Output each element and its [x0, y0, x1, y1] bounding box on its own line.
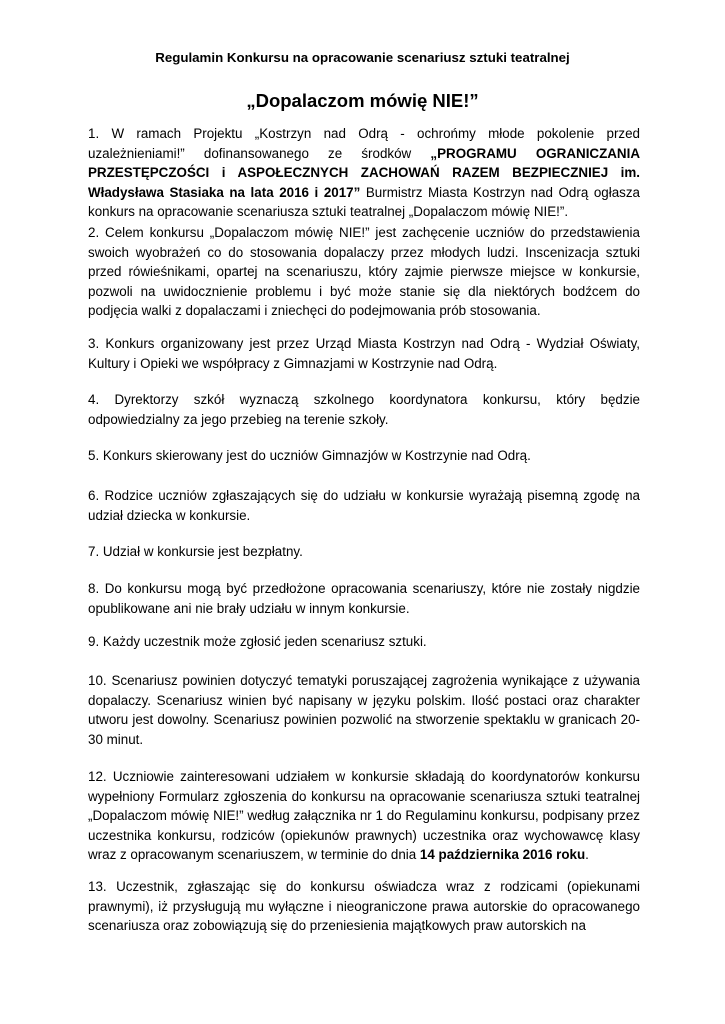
paragraph-12	[88, 767, 640, 865]
paragraph-1	[88, 124, 640, 222]
paragraph-1-rest: Burmistrz Miasta Kostrzyn nad Odrą ogłasza konkurs na opracowanie scenariusza sztuki teatralnej „Dopalaczom mówię NIE!”.	[88, 184, 640, 220]
paragraph-2: 2. Celem konkursu „Dopalaczom mówię NIE!” jest zachęcenie uczniów do przedstawienia swoich wyobrażeń co do stosowania dopalaczy przez młodych ludzi. Inscenizacja sztuki przed rówieśnikami, opartej na scenariuszu, który zajmie pierwsze miejsce w konkursie, pozwoli na uwidocznienie problemu i być może stanie się dla niektórych bodźcem do podjęcia walki z dopalaczami i zniechęci do podejmowania prób stosowania.	[88, 225, 640, 319]
paragraph-5: 5. Konkurs skierowany jest do uczniów Gimnazjów w Kostrzynie nad Odrą.	[88, 448, 531, 463]
paragraph-13: 13. Uczestnik, zgłaszając się do konkursu oświadcza wraz z rodzicami (opiekunami prawnymi), iż przysługują mu wyłączne i nieograniczone prawa autorskie do opracowanego scenariusza oraz zobowiązują się do przeniesienia majątkowych praw autorskich na	[88, 879, 640, 934]
paragraph-12-body: 12. Uczniowie zainteresowani udziałem w konkursie składają do koordynatorów konkursu wypełniony Formularz zgłoszenia do konkursu na opracowanie scenariusza sztuki teatralnej „Dopalaczom mówię NIE!” według załącznika nr 1 do Regulaminu konkursu, podpisany przez uczestnika konkursu, rodziców (opiekunów prawnych) uczestnika oraz wychowawcę klasy wraz z opracowanym scenariuszem, w terminie do dnia	[88, 769, 640, 863]
paragraph-3: 3. Konkurs organizowany jest przez Urząd Miasta Kostrzyn nad Odrą - Wydział Oświaty, Kultury i Opieki we współpracy z Gimnazjami w Kostrzynie nad Odrą.	[88, 336, 640, 371]
paragraph-8: 8. Do konkursu mogą być przedłożone opracowania scenariuszy, które nie zostały nigdzie opublikowane ani nie brały udziału w innym konkursie.	[88, 581, 640, 616]
document-title: Regulamin Konkursu na opracowanie scenariusz sztuki teatralnej	[155, 50, 570, 65]
paragraph-1-intro: 1. W ramach Projektu „Kostrzyn nad Odrą - ochrońmy młode pokolenie przed uzależnieniami!” dofinansowanego ze środków	[88, 126, 640, 161]
paragraph-6: 6. Rodzice uczniów zgłaszających się do udziału w konkursie wyrażają pisemną zgodę na udział dziecka w konkursie.	[88, 488, 640, 523]
paragraph-4: 4. Dyrektorzy szkół wyznaczą szkolnego koordynatora konkursu, który będzie odpowiedzialny za jego przebieg na terenie szkoły.	[88, 392, 640, 427]
document-subtitle: „Dopalaczom mówię NIE!”	[246, 90, 479, 111]
paragraph-7: 7. Udział w konkursie jest bezpłatny.	[88, 544, 303, 559]
paragraph-10: 10. Scenariusz powinien dotyczyć tematyki poruszającej zagrożenia wynikające z używania dopalaczy. Scenariusz winien być napisany w języku polskim. Ilość postaci oraz charakter utworu jest dowolny. Scenariusz powinien pozwolić na stworzenie spektaklu w granicach 20-30 minut.	[88, 673, 640, 747]
paragraph-12-end: .	[585, 847, 589, 863]
paragraph-1-program-name: „PROGRAMU OGRANICZANIA PRZESTĘPCZOŚCI i ASPOŁECZNYCH ZACHOWAŃ RAZEM BEZPIECZNIEJ im. Władysława Stasiaka na lata 2016 i 2017”	[88, 145, 640, 200]
paragraph-12-deadline: 14 października 2016 roku	[419, 847, 586, 863]
paragraph-9: 9. Każdy uczestnik może zgłosić jeden scenariusz sztuki.	[88, 634, 427, 649]
